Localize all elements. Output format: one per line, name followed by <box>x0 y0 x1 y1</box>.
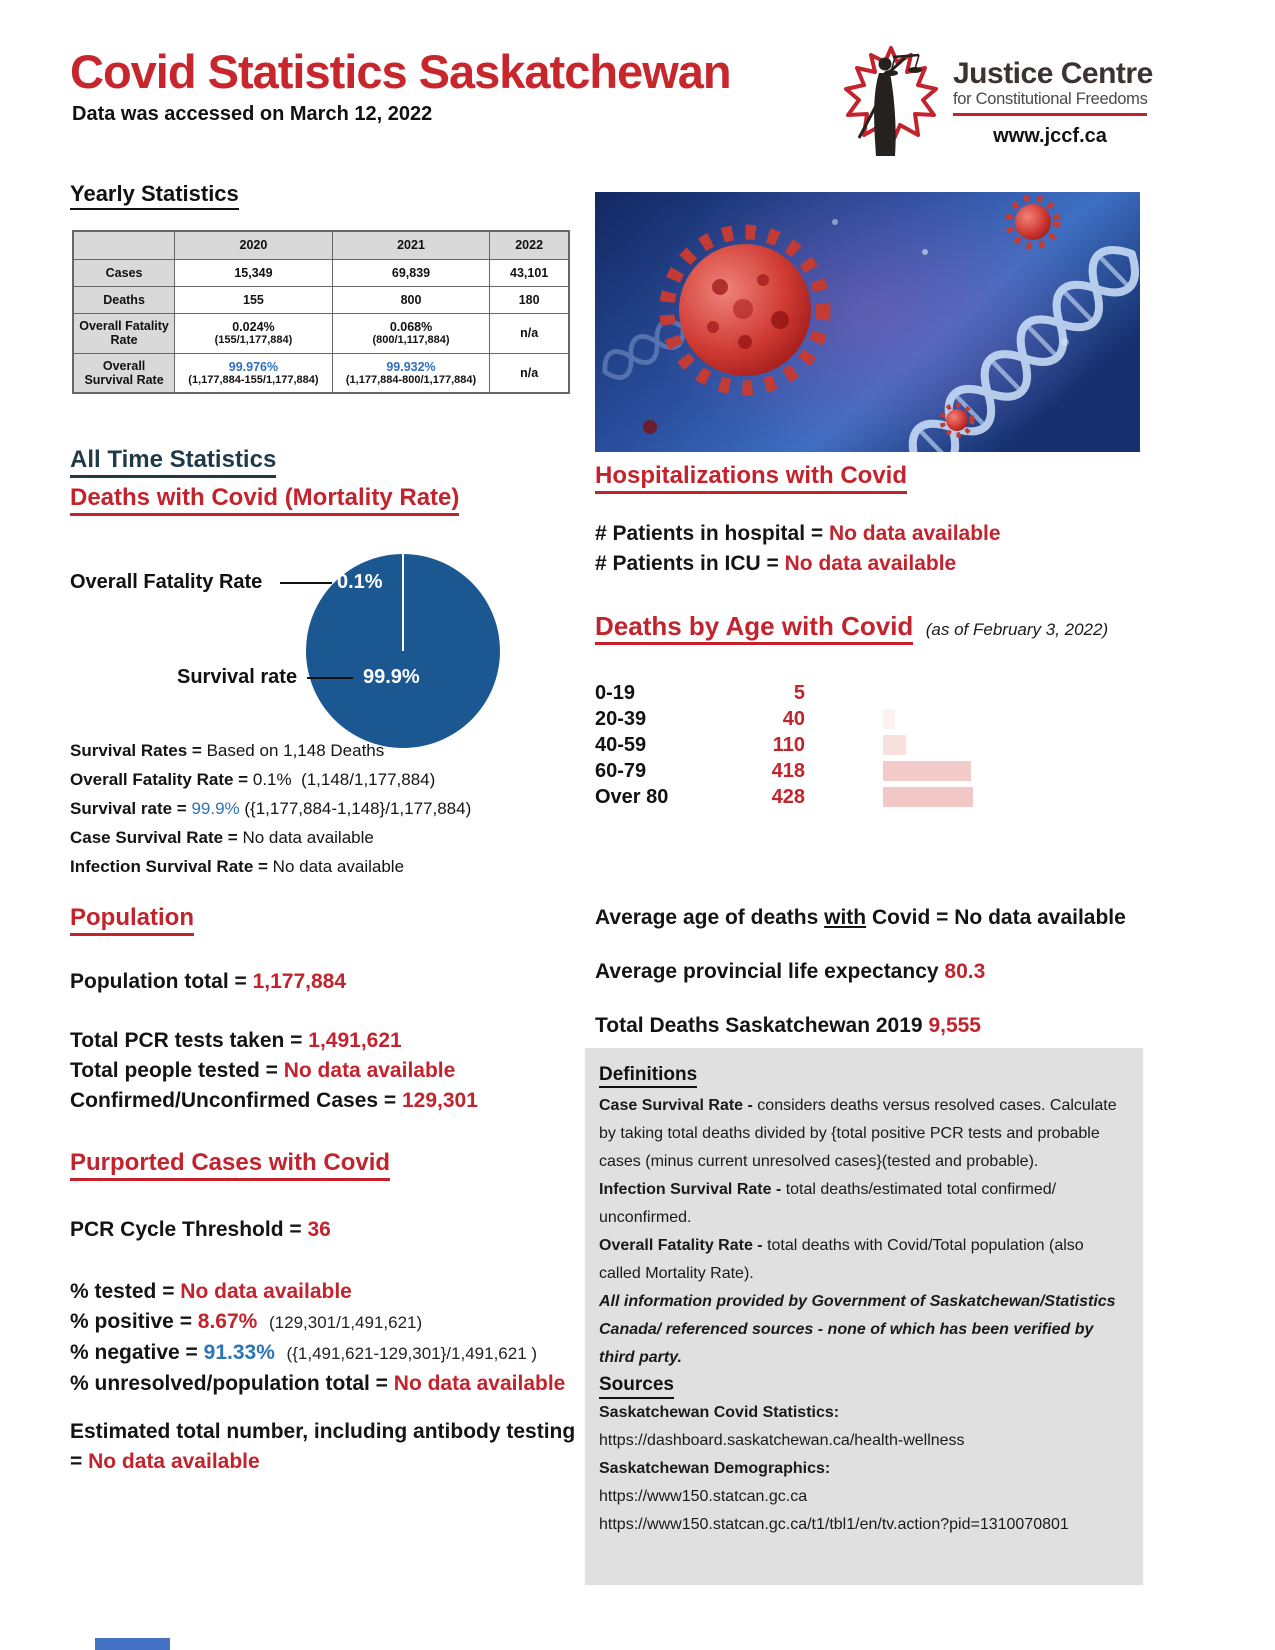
cell-main: 0.068% <box>389 320 433 334</box>
note-label: Case Survival Rate = <box>70 828 238 847</box>
definition-term: Infection Survival Rate - <box>599 1181 782 1199</box>
stat-value: 9,555 <box>928 1014 981 1037</box>
age-bar-row <box>595 706 1155 732</box>
cell-sub: (800/1,117,884) <box>372 334 450 346</box>
definitions-heading: Definitions <box>599 1064 697 1088</box>
note-value: No data available <box>242 828 374 847</box>
patients-icu-line <box>595 549 1001 579</box>
stat-value: No data available <box>784 551 957 575</box>
logo-name: Justice Centre <box>953 57 1153 90</box>
all-time-statistics-heading: All Time Statistics <box>70 447 276 478</box>
cell: 43,101 <box>490 259 569 286</box>
logo-rule <box>953 113 1147 116</box>
pie-value-fatality: 0.1% <box>337 571 383 593</box>
note-line <box>70 823 471 852</box>
definition-item <box>599 1092 1123 1176</box>
cell <box>332 353 490 393</box>
age-label: 20-39 <box>595 707 647 730</box>
source-label: Saskatchewan Demographics: <box>599 1459 831 1477</box>
age-bar <box>883 787 973 807</box>
definition-term: Case Survival Rate - <box>599 1097 753 1115</box>
cell: 180 <box>490 286 569 313</box>
pcr-threshold-line <box>70 1215 575 1245</box>
stat-label: % negative = <box>70 1340 204 1364</box>
total-deaths-2019-line <box>595 1011 1126 1041</box>
stat-value: No data available <box>88 1449 260 1473</box>
stat-label: Total people tested = <box>70 1058 284 1082</box>
cell: n/a <box>490 313 569 353</box>
cell-main: 0.024% <box>232 320 275 334</box>
stat-value: No data available <box>393 1371 566 1395</box>
note-value: Based on 1,148 Deaths <box>206 741 385 760</box>
disclaimer-text: All information provided by Government of Saskatchewan/Statistics Canada/ referenced sources - none of which has been verified by third party. <box>599 1293 1116 1367</box>
age-bar-row <box>595 732 1155 758</box>
note-line <box>70 794 471 823</box>
stat-label: # Patients in ICU = <box>595 551 785 575</box>
age-bar <box>883 761 971 781</box>
people-tested-line <box>70 1056 478 1086</box>
pct-unresolved-line <box>70 1369 575 1399</box>
source-url[interactable]: https://www150.statcan.gc.ca <box>599 1487 808 1505</box>
cell: 155 <box>175 286 333 313</box>
stat-label: % tested = <box>70 1279 181 1303</box>
age-bar <box>883 709 895 729</box>
deaths-by-age-chart <box>595 680 1155 810</box>
hospitalizations-heading: Hospitalizations with Covid <box>595 463 907 494</box>
cell <box>332 313 490 353</box>
note-value: 99.9% <box>191 799 240 818</box>
sources-heading: Sources <box>599 1374 674 1398</box>
deaths-by-age-section <box>595 612 1155 810</box>
stat-value: 8.67% <box>197 1309 258 1333</box>
definition-term: Overall Fatality Rate - <box>599 1237 763 1255</box>
note-extra: ({1,177,884-1,148}/1,177,884) <box>244 799 472 818</box>
note-line <box>70 736 471 765</box>
confirmed-cases-line <box>70 1086 478 1116</box>
row-label: Deaths <box>73 286 175 313</box>
stat-value: 36 <box>307 1217 331 1241</box>
stat-value: 129,301 <box>402 1088 478 1112</box>
row-label: Overall Fatality Rate <box>73 313 175 353</box>
stat-label: = <box>70 1449 89 1473</box>
age-label: 0-19 <box>595 681 636 704</box>
cell <box>175 313 333 353</box>
logo-tagline: for Constitutional Freedoms <box>953 89 1148 108</box>
estimated-total-line2 <box>70 1447 575 1477</box>
stat-value: No data available <box>828 521 1001 545</box>
hospitalizations-section <box>595 463 1001 579</box>
definition-item <box>599 1176 1123 1232</box>
cell-sub: (1,177,884-155/1,177,884) <box>188 373 319 386</box>
cell-sub: (155/1,177,884) <box>214 334 293 346</box>
stat-value: 91.33% <box>203 1340 275 1364</box>
population-total-line <box>70 967 478 997</box>
cell: n/a <box>490 353 569 393</box>
pct-positive-line <box>70 1307 575 1338</box>
coronavirus-dna-image <box>595 192 1140 452</box>
stat-value: 1,491,621 <box>308 1028 402 1052</box>
cell: 15,349 <box>175 259 333 286</box>
stat-label: Average age of deaths <box>595 906 825 929</box>
table-row <box>73 259 569 286</box>
stat-value: 80.3 <box>944 960 986 983</box>
average-age-line <box>595 903 1126 933</box>
note-line <box>70 765 471 794</box>
age-value: 40 <box>782 707 805 730</box>
cell: 800 <box>332 286 490 313</box>
estimated-total-line1: Estimated total number, including antibody testing <box>70 1419 576 1443</box>
population-section <box>70 905 478 1116</box>
life-expectancy-line <box>595 957 1126 987</box>
logo-text-block <box>953 57 1153 148</box>
pie-fatality-slice <box>402 554 404 651</box>
age-label: 60-79 <box>595 759 647 782</box>
stat-extra: (129,301/1,491,621) <box>269 1312 423 1332</box>
age-label: Over 80 <box>595 785 669 808</box>
pie-label-survival: Survival rate <box>177 666 298 688</box>
table-corner-cell <box>73 231 175 259</box>
logo-url[interactable]: www.jccf.ca <box>993 124 1107 147</box>
age-bar-row <box>595 758 1155 784</box>
stat-label: Total Deaths Saskatchewan 2019 <box>595 1014 929 1037</box>
age-bar <box>883 735 906 755</box>
cell: 69,839 <box>332 259 490 286</box>
stat-label: PCR Cycle Threshold = <box>70 1217 308 1241</box>
source-url[interactable]: https://www150.statcan.gc.ca/t1/tbl1/en/tv.action?pid=1310070801 <box>599 1515 1069 1533</box>
note-label: Overall Fatality Rate = <box>70 770 249 789</box>
pcr-tests-line <box>70 1026 478 1056</box>
averages-section <box>595 903 1126 1041</box>
pct-tested-line <box>70 1277 575 1307</box>
table-row <box>73 286 569 313</box>
note-label: Survival rate = <box>70 799 187 818</box>
source-url[interactable]: https://dashboard.saskatchewan.ca/health-wellness <box>599 1431 965 1449</box>
note-value: No data available <box>272 857 405 876</box>
stat-label: Covid = No data available <box>866 906 1126 929</box>
col-header-2021: 2021 <box>332 231 490 259</box>
stat-value: 1,177,884 <box>252 969 347 993</box>
all-time-section <box>70 447 459 516</box>
age-value: 110 <box>772 733 805 756</box>
lady-justice-maple-leaf-icon <box>835 42 947 164</box>
table-row <box>73 313 569 353</box>
table-row <box>73 353 569 393</box>
mortality-pie-chart <box>70 540 580 755</box>
note-value: 0.1% <box>252 770 292 789</box>
age-value: 418 <box>771 759 805 782</box>
pie-label-fatality: Overall Fatality Rate <box>70 571 263 593</box>
patients-hospital-line <box>595 519 1001 549</box>
age-label: 40-59 <box>595 733 647 756</box>
note-line <box>70 852 471 881</box>
definition-text: total deaths/estimated total confirmed/ unconfirmed. <box>599 1181 1057 1227</box>
stat-label: Population total = <box>70 969 253 993</box>
stat-value: No data available <box>283 1058 456 1082</box>
deaths-with-covid-heading: Deaths with Covid (Mortality Rate) <box>70 485 459 516</box>
note-label: Survival Rates = <box>70 741 202 760</box>
col-header-2022: 2022 <box>490 231 569 259</box>
survival-rate-notes <box>70 736 471 881</box>
population-heading: Population <box>70 905 194 936</box>
col-header-2020: 2020 <box>175 231 333 259</box>
row-label: Cases <box>73 259 175 286</box>
definition-text: considers deaths versus resolved cases. Calculate by taking total deaths divided by {total positive PCR tests and probable cases (minus current unresolved cases}(tested and probable). <box>599 1097 1117 1171</box>
row-label: Overall Survival Rate <box>73 353 175 393</box>
yearly-statistics-heading: Yearly Statistics <box>70 182 239 210</box>
cell <box>175 353 333 393</box>
definitions-sources-box <box>585 1048 1143 1585</box>
stat-value: No data available <box>180 1279 352 1303</box>
underlined-word: with <box>824 906 867 929</box>
stat-label: Confirmed/Unconfirmed Cases = <box>70 1088 402 1112</box>
cell-sub: (1,177,884-800/1,177,884) <box>345 373 477 386</box>
purported-cases-section <box>70 1150 575 1477</box>
purported-cases-heading: Purported Cases with Covid <box>70 1150 390 1181</box>
stat-extra: ({1,491,621-129,301}/1,491,621 ) <box>286 1343 538 1363</box>
as-of-date-note: (as of February 3, 2022) <box>925 620 1109 639</box>
source-label: Saskatchewan Covid Statistics: <box>599 1403 840 1421</box>
stat-label: % unresolved/population total = <box>70 1371 394 1395</box>
stat-label: Total PCR tests taken = <box>70 1028 309 1052</box>
stat-label: Average provincial life expectancy <box>595 960 945 983</box>
stat-label: % positive = <box>70 1309 198 1333</box>
pie-connector-line <box>280 582 332 584</box>
stat-label: # Patients in hospital = <box>595 521 829 545</box>
pie-value-survival: 99.9% <box>363 666 420 688</box>
yearly-statistics-table <box>72 230 570 394</box>
page-title: Covid Statistics Saskatchewan <box>70 45 731 98</box>
age-bar-row <box>595 784 1155 810</box>
pie-connector-line <box>307 677 353 679</box>
age-bar-row <box>595 680 1155 706</box>
footer-blue-bar <box>95 1638 170 1650</box>
deaths-by-age-heading: Deaths by Age with Covid <box>595 612 913 645</box>
note-extra: (1,148/1,177,884) <box>301 770 436 789</box>
cell-main: 99.976% <box>228 359 279 374</box>
pct-negative-line <box>70 1338 575 1369</box>
definition-text: total deaths with Covid/Total population (also called Mortality Rate). <box>599 1237 1084 1283</box>
age-value: 5 <box>793 681 805 704</box>
table-header-row <box>73 231 569 259</box>
page-subtitle: Data was accessed on March 12, 2022 <box>72 103 433 125</box>
cell-main: 99.932% <box>386 359 436 374</box>
age-value: 428 <box>771 785 805 808</box>
note-label: Infection Survival Rate = <box>70 857 268 876</box>
definition-item <box>599 1232 1123 1288</box>
